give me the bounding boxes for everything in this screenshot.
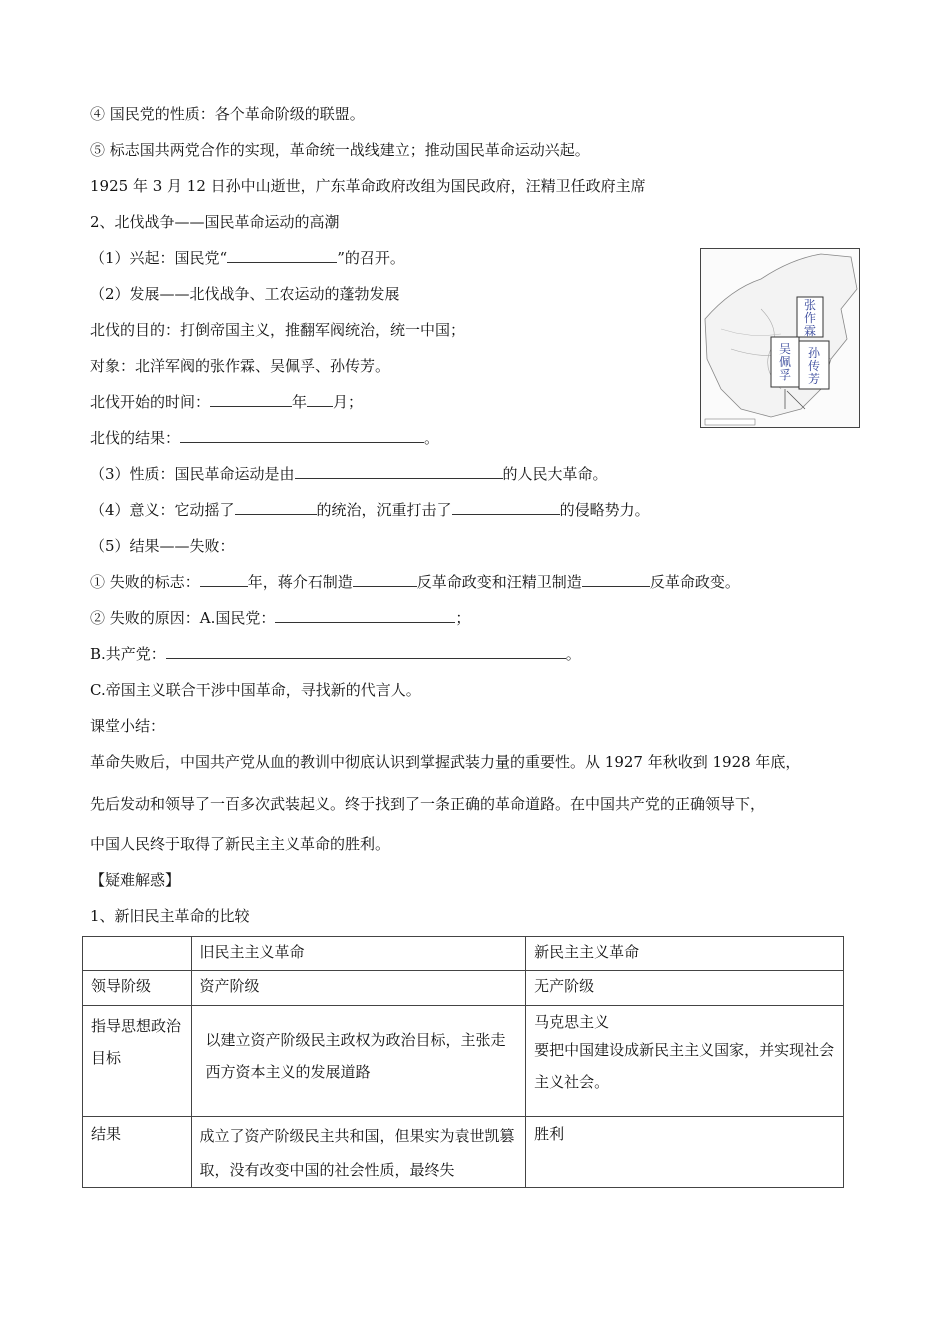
table-row [83,937,844,971]
map-label-zhang-zuolin: 张作霖 [803,298,816,338]
text-segment: （4）意义：它动摇了 [90,501,235,519]
text-line: 课堂小结： [90,717,166,735]
table-cell: 胜利 [526,1117,844,1188]
text-segment: 反革命政变。 [649,573,740,591]
text-line: （2）发展——北伐战争、工农运动的蓬勃发展 [90,285,400,303]
text-line: 中国人民终于取得了新民主主义革命的胜利。 [90,835,391,853]
section-heading: 2、北伐战争——国民革命运动的高潮 [90,213,340,231]
text-line: （5）结果——失败： [90,537,235,555]
text-line: 对象：北洋军阀的张作霖、吴佩孚、孙传芳。 [90,357,391,375]
table-cell: 以建立资产阶级民主政权为政治目标，主张走西方资本主义的发展道路 [191,1006,526,1117]
fill-line [90,500,650,520]
table-cell: 指导思想政治目标 [83,1006,192,1117]
text-line: 先后发动和领导了一百多次武装起义。终于找到了一条正确的革命道路。在中国共产党的正确领导下， [90,795,766,813]
answer-blank[interactable] [200,572,248,587]
table-cell [83,937,192,971]
answer-blank[interactable] [452,500,560,515]
table-cell-line: 要把中国建设成新民主主义国家，并实现社会主义社会。 [534,1041,835,1091]
text-segment: 。 [424,429,440,447]
table-row [83,971,844,1006]
answer-blank[interactable] [582,572,650,587]
text-segment: （3）性质：国民革命运动是由 [90,465,295,483]
answer-blank[interactable] [307,392,333,407]
text-segment: 。 [565,645,581,663]
section-heading: 【疑难解惑】 [90,871,181,889]
answer-blank[interactable] [210,392,292,407]
text-segment: ① 失败的标志： [90,573,200,591]
text-segment: ； [455,609,471,627]
text-segment: ”的召开。 [337,249,405,267]
northern-expedition-map [700,248,860,428]
answer-blank[interactable] [227,248,337,263]
answer-blank[interactable] [235,500,317,515]
table-cell-line: 马克思主义 [534,1013,610,1031]
table-cell [526,1006,844,1117]
text-segment: 的侵略势力。 [559,501,650,519]
fill-line [90,428,439,448]
answer-blank[interactable] [180,428,424,443]
text-segment: 北伐的结果： [90,429,181,447]
table-row [83,1006,844,1117]
answer-blank[interactable] [353,572,417,587]
text-segment: B.共产党： [90,645,166,663]
fill-line [90,248,405,268]
text-line: 1925 年 3 月 12 日孙中山逝世，广东革命政府改组为国民政府，汪精卫任政府主席 [90,177,646,195]
text-line: C.帝国主义联合干涉中国革命，寻找新的代言人。 [90,681,421,699]
map-drawing [701,249,859,427]
text-segment: 年，蒋介石制造 [247,573,353,591]
table-cell: 无产阶级 [526,971,844,1006]
answer-blank[interactable] [295,464,503,479]
table-cell: 成立了资产阶级民主共和国，但果实为袁世凯篡取，没有改变中国的社会性质，最终失 [191,1117,526,1188]
fill-line [90,392,363,412]
text-segment: 的人民大革命。 [502,465,608,483]
text-line: ④ 国民党的性质：各个革命阶级的联盟。 [90,105,365,123]
text-segment: （1）兴起：国民党“ [90,249,228,267]
answer-blank[interactable] [166,644,566,659]
table-header-cell: 旧民主主义革命 [191,937,526,971]
text-line: 革命失败后，中国共产党从血的教训中彻底认识到掌握武装力量的重要性。从 1927 年秋收到 1928 年底， [90,753,801,771]
fill-line [90,644,581,664]
fill-line [90,608,470,628]
text-segment: 反革命政变和汪精卫制造 [416,573,582,591]
text-segment: 的统治，沉重打击了 [316,501,452,519]
text-line: ⑤ 标志国共两党合作的实现，革命统一战线建立；推动国民革命运动兴起。 [90,141,590,159]
table-cell: 资产阶级 [191,971,526,1006]
table-header-cell: 新民主主义革命 [526,937,844,971]
fill-line [90,572,740,592]
revolution-comparison-table [82,936,844,1188]
text-segment: 北伐开始的时间： [90,393,211,411]
table-cell: 结果 [83,1117,192,1188]
answer-blank[interactable] [275,608,455,623]
text-segment: 年 [292,393,308,411]
fill-line [90,464,608,484]
text-segment: 月； [333,393,364,411]
text-line: 北伐的目的：打倒帝国主义，推翻军阀统治，统一中国； [90,321,466,339]
map-label-sun-chuanfang: 孙传芳 [807,346,820,386]
text-line: 1、新旧民主革命的比较 [90,907,250,925]
table-row [83,1117,844,1188]
text-segment: ② 失败的原因：A.国民党： [90,609,276,627]
table-cell: 领导阶级 [83,971,192,1006]
map-label-wu-peifu: 吴佩孚 [778,342,791,382]
